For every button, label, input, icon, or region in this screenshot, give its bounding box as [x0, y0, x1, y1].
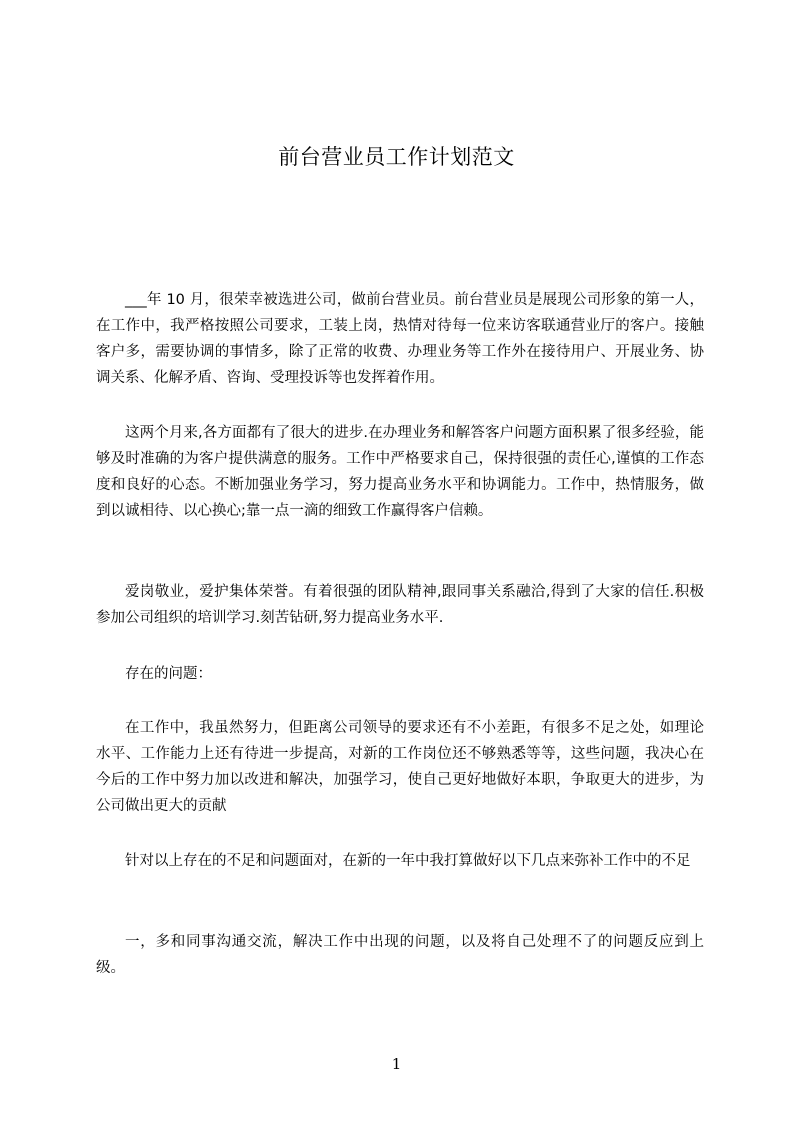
- paragraph-plan-intro: 针对以上存在的不足和问题面对，在新的一年中我打算做好以下几点来弥补工作中的不足: [125, 853, 691, 869]
- paragraph-progress: 这两个月来,各方面都有了很大的进步.在办理业务和解答客户问题方面积累了很多经验，能够及时准确的为客户提供满意的服务。工作中严格要求自己，保持很强的责任心,谨慎的工作态度和良好的心态。不断加强业务学习，努力提高业务水平和协调能力。工作中，热情服务，做到以诚相待、以心换心;靠一点一滴的细致工作赢得客户信赖。: [96, 425, 704, 519]
- paragraph-dedication: 爱岗敬业，爱护集体荣誉。有着很强的团队精神,跟同事关系融洽,得到了大家的信任.积极参加公司组织的培训学习.刻苦钻研,努力提高业务水平.: [96, 584, 704, 626]
- paragraph-problems: 在工作中，我虽然努力，但距离公司领导的要求还有不小差距，有很多不足之处，如理论水平、工作能力上还有待进一步提高，对新的工作岗位还不够熟悉等等，这些问题，我决心在今后的工作中努力加以改进和解决，加强学习，使自己更好地做好本职，争取更大的进步，为公司做出更大的贡献: [96, 720, 704, 814]
- document-title: 前台营业员工作计划范文: [278, 145, 515, 169]
- paragraph-plan-item-1: 一，多和同事沟通交流，解决工作中出现的问题，以及将自己处理不了的问题反应到上级。: [96, 934, 704, 976]
- page-number: 1: [391, 1055, 402, 1073]
- section-heading-problems: 存在的问题：: [125, 666, 212, 682]
- paragraph-intro: ___年 10 月，很荣幸被选进公司，做前台营业员。前台营业员是展现公司形象的第一人，在工作中，我严格按照公司要求，工装上岗，热情对待每一位来访客联通营业厅的客户。接触客户多，需要协调的事情多，除了正常的收费、办理业务等工作外在接待用户、开展业务、协调关系、化解矛盾、咨询、受理投诉等也发挥着作用。: [96, 292, 704, 386]
